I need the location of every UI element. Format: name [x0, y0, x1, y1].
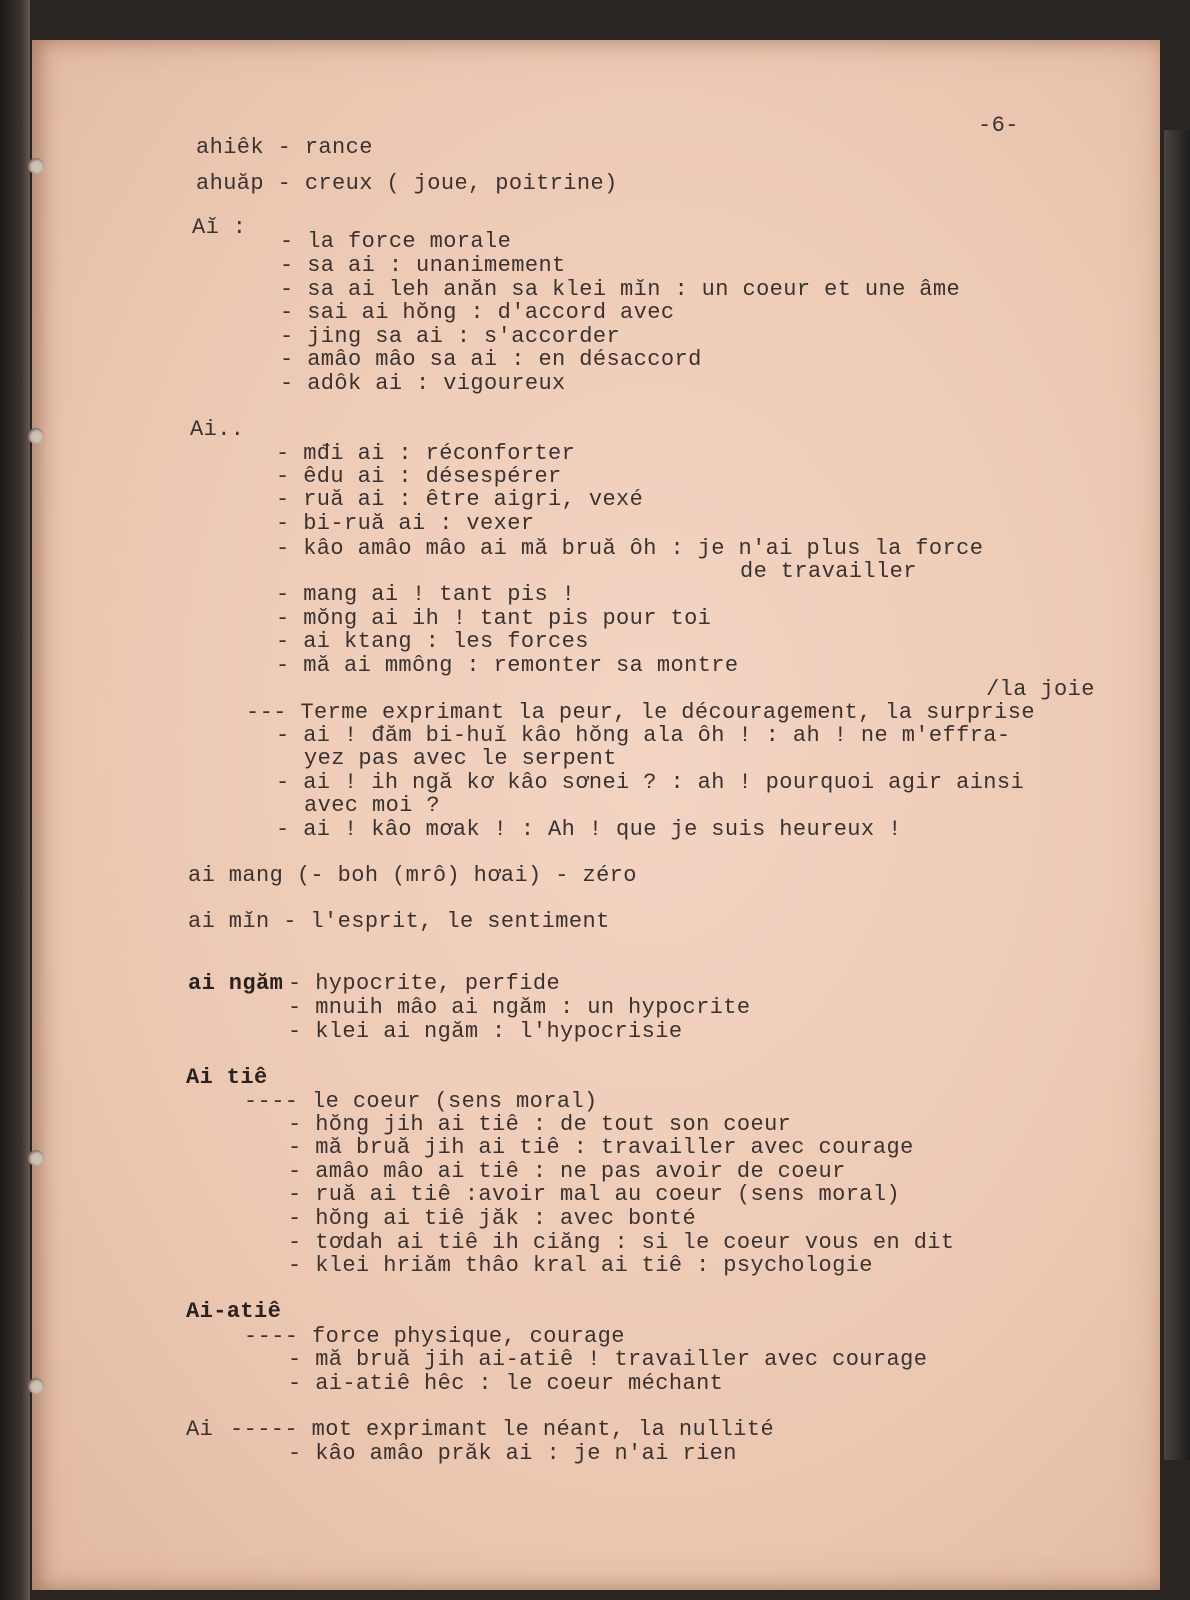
definition-line: - mă bruă jih ai-atiê ! travailler avec courage — [288, 1347, 928, 1372]
definition-line: - amâo mâo sa ai : en désaccord — [280, 347, 702, 372]
definition-line: - ai ktang : les forces — [276, 629, 589, 654]
entry-headword: Aĭ : — [192, 215, 247, 240]
definition-line: - hŏng ai tiê jăk : avec bonté — [288, 1206, 697, 1231]
definition-line: yez pas avec le serpent — [304, 746, 617, 771]
definition-line: - mang ai ! tant pis ! — [276, 582, 576, 607]
definition-line: - kâo amâo mâo ai mă bruă ôh : je n'ai plus la force — [276, 536, 984, 561]
definition-line: - jing sa ai : s'accorder — [280, 324, 621, 349]
entry-headword: ahiêk - rance — [196, 135, 373, 160]
definition-line: - êdu ai : désespérer — [276, 464, 562, 489]
binding-hole — [28, 158, 44, 174]
definition-line: - mă bruă jih ai tiê : travailler avec courage — [288, 1135, 914, 1160]
book-cover-edge — [1164, 130, 1190, 1460]
entry-headword: ai ngăm — [188, 971, 284, 996]
definition-line: - ai ! kâo mơak ! : Ah ! que je suis heureux ! — [276, 817, 902, 842]
definition-line: - mđi ai : réconforter — [276, 441, 576, 466]
definition-line: - sa ai : unanimement — [280, 253, 566, 278]
entry-headword: Ai.. — [190, 417, 245, 442]
definition-line: ---- force physique, courage — [244, 1324, 625, 1349]
entry-headword: Ai tiê — [186, 1065, 268, 1090]
entry-headword: ahuăp - creux ( joue, poitrine) — [196, 171, 618, 196]
definition-line: - bi-ruă ai : vexer — [276, 511, 535, 536]
definition-line: - mŏng ai ih ! tant pis pour toi — [276, 606, 712, 631]
definition-line: - mnuih mâo ai ngăm : un hypocrite — [288, 995, 751, 1020]
definition-line: - adôk ai : vigoureux — [280, 371, 566, 396]
entry-headword: Ai — [186, 1417, 214, 1442]
definition-line: ---- le coeur (sens moral) — [244, 1089, 598, 1114]
definition-line: - sa ai leh anăn sa klei mĭn : un coeur et une âme — [280, 277, 961, 302]
definition-line: ----- mot exprimant le néant, la nullité — [230, 1417, 775, 1442]
page-number: -6- — [978, 113, 1019, 138]
definition-line: avec moi ? — [304, 793, 441, 818]
binding-hole — [28, 1378, 44, 1394]
definition-line: - ai-atiê hêc : le coeur méchant — [288, 1371, 724, 1396]
definition-line: - klei ai ngăm : l'hypocrisie — [288, 1019, 683, 1044]
definition-line: --- Terme exprimant la peur, le découragement, la surprise — [246, 700, 1035, 725]
definition-line: - ruă ai tiê :avoir mal au coeur (sens moral) — [288, 1182, 901, 1207]
book-spine — [0, 0, 30, 1600]
entry-headword: Ai-atiê — [186, 1299, 282, 1324]
definition-line: - klei hriăm thâo kral ai tiê : psychologie — [288, 1253, 873, 1278]
definition-line: - hŏng jih ai tiê : de tout son coeur — [288, 1112, 792, 1137]
definition-line: - ai ! đăm bi-huĭ kâo hŏng ala ôh ! : ah ! ne m'effra- — [276, 723, 1011, 748]
definition-line: /la joie — [986, 677, 1095, 702]
definition-line: - hypocrite, perfide — [288, 971, 561, 996]
definition-line: - ruă ai : être aigri, vexé — [276, 487, 644, 512]
definition-line: - amâo mâo ai tiê : ne pas avoir de coeur — [288, 1159, 846, 1184]
definition-line: de travailler — [740, 559, 917, 584]
entry-headword: ai mang (- boh (mrô) hơai) - zéro — [188, 863, 637, 888]
binding-hole — [28, 1150, 44, 1166]
entry-headword: ai mĭn - l'esprit, le sentiment — [188, 909, 610, 934]
binding-hole — [28, 428, 44, 444]
definition-line: - sai ai hŏng : d'accord avec — [280, 300, 675, 325]
definition-line: - kâo amâo prăk ai : je n'ai rien — [288, 1441, 737, 1466]
definition-line: - ai ! ih ngă kơ kâo sơnei ? : ah ! pourquoi agir ainsi — [276, 770, 1025, 795]
definition-line: - tơdah ai tiê ih ciăng : si le coeur vous en dit — [288, 1230, 955, 1255]
definition-line: - mă ai mmông : remonter sa montre — [276, 653, 739, 678]
definition-line: - la force morale — [280, 229, 512, 254]
